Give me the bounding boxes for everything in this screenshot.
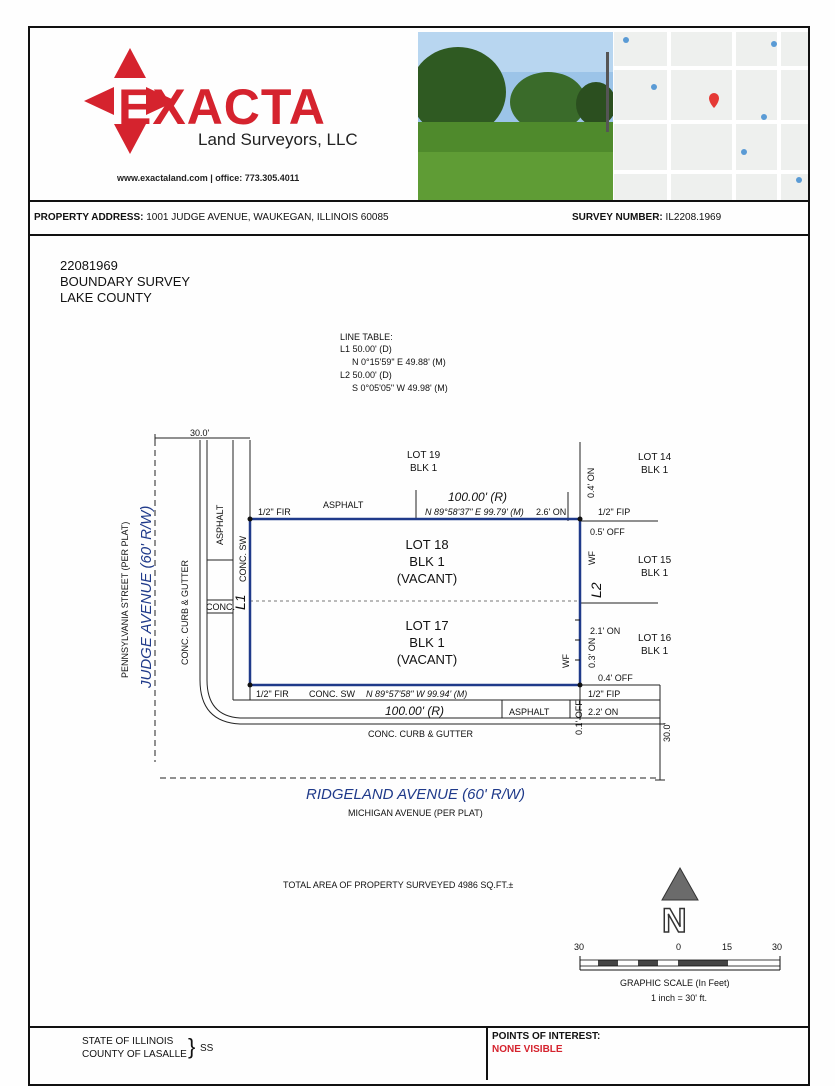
lot19-blk: BLK 1 (410, 463, 438, 474)
lot19-label: LOT 19 (407, 450, 441, 461)
survey-value: IL2208.1969 (665, 212, 722, 223)
lot18-status: (VACANT) (396, 571, 458, 586)
nw-iron-label: 1/2" FIR (258, 507, 291, 517)
footer-ss: SS (200, 1043, 214, 1054)
pennsylvania-street-label: PENNSYLVANIA STREET (PER PLAT) (120, 521, 130, 678)
se-pipe-label: 1/2" FIP (588, 689, 621, 699)
line-table-l1-deed: L1 50.00' (D) (340, 344, 392, 354)
north-letter: N (662, 902, 687, 940)
ne-offset-on: 2.6' ON (536, 507, 567, 517)
address-label: PROPERTY ADDRESS: (34, 212, 144, 223)
ridgeland-avenue-label: RIDGELAND AVENUE (60' R/W) (306, 786, 526, 803)
footer-brace: } (188, 1034, 196, 1059)
west-sidewalk-label: CONC. SW (238, 536, 248, 582)
east-offset-on: 2.1' ON (590, 626, 621, 636)
lot16-label: LOT 16 (638, 633, 672, 644)
graphic-scale-ratio: 1 inch = 30' ft. (651, 993, 708, 1003)
fence-label-north: WF (587, 551, 597, 565)
row-width-south-label: 30.0' (662, 722, 672, 742)
lot16-blk: BLK 1 (641, 646, 669, 657)
brand-subtitle: Land Surveyors, LLC (198, 130, 358, 149)
west-curb-label: CONC. CURB & GUTTER (180, 559, 190, 665)
survey-county: LAKE COUNTY (60, 290, 152, 305)
brand-contact: www.exactaland.com | office: 773.305.4011 (117, 173, 300, 183)
line-table-l2-deed: L2 50.00' (D) (340, 370, 392, 380)
lot15-label: LOT 15 (638, 555, 672, 566)
scale-tick-0: 0 (676, 942, 682, 952)
ne-pipe-label: 1/2" FIP (598, 507, 631, 517)
line-table-l1-measured: N 0°15'59" E 49.88' (M) (352, 357, 446, 367)
poi-value: NONE VISIBLE (492, 1044, 563, 1055)
se-offset-on: 2.2' ON (588, 707, 619, 717)
scale-tick-30-right: 30 (772, 942, 783, 952)
north-asphalt-label: ASPHALT (323, 500, 364, 510)
survey-id: 22081969 (60, 258, 118, 273)
north-arrow-icon (660, 866, 700, 902)
line-table-l2-measured: S 0°05'05" W 49.98' (M) (352, 383, 448, 393)
line-table-title: LINE TABLE: (340, 332, 393, 342)
south-measured-bearing: N 89°57'58" W 99.94' (M) (366, 689, 468, 699)
lot18-blk: BLK 1 (409, 554, 445, 569)
lot17-blk: BLK 1 (409, 635, 445, 650)
total-area: TOTAL AREA OF PROPERTY SURVEYED 4986 SQ.FT.± (283, 880, 514, 890)
brand-name: EXACTA (118, 79, 326, 135)
south-asphalt-label: ASPHALT (509, 707, 550, 717)
ne-offset-off: 0.5' OFF (590, 527, 625, 537)
survey-label: SURVEY NUMBER: (572, 212, 663, 223)
sw-iron-label: 1/2" FIR (256, 689, 289, 699)
judge-avenue-label: JUDGE AVENUE (60' R/W) (138, 505, 155, 688)
footer-state: STATE OF ILLINOIS (82, 1036, 174, 1047)
east-offset-on-small: 0.3' ON (587, 637, 597, 668)
line-l2-label: L2 (588, 582, 604, 598)
poi-label: POINTS OF INTEREST: (492, 1031, 601, 1042)
row-width-label: 30.0' (190, 428, 210, 438)
south-curb-label: CONC. CURB & GUTTER (368, 729, 474, 739)
lot14-blk: BLK 1 (641, 465, 669, 476)
scale-tick-15: 15 (722, 942, 733, 952)
line-l1-label: L1 (232, 594, 248, 610)
graphic-scale-bar (578, 954, 782, 972)
lot17-status: (VACANT) (396, 652, 458, 667)
conc-pad-label: CONC. (206, 602, 235, 612)
address-value: 1001 JUDGE AVENUE, WAUKEGAN, ILLINOIS 60085 (146, 212, 389, 223)
east-offset-off: 0.4' OFF (598, 673, 633, 683)
north-record-distance: 100.00' (R) (448, 490, 507, 504)
graphic-scale-label: GRAPHIC SCALE (In Feet) (620, 978, 730, 988)
footer-county: COUNTY OF LASALLE (82, 1049, 187, 1060)
michigan-avenue-label: MICHIGAN AVENUE (PER PLAT) (348, 808, 483, 818)
south-record-distance: 100.00' (R) (385, 704, 444, 718)
scale-tick-30-left: 30 (574, 942, 585, 952)
west-asphalt-label: ASPHALT (215, 504, 225, 545)
south-sidewalk-label: CONC. SW (309, 689, 355, 699)
ne-offset-north: 0.4' ON (586, 467, 596, 498)
survey-type: BOUNDARY SURVEY (60, 274, 191, 289)
fence-label-south: WF (561, 654, 571, 668)
lot18-label: LOT 18 (405, 537, 449, 552)
lot15-blk: BLK 1 (641, 568, 669, 579)
lot14-label: LOT 14 (638, 452, 672, 463)
se-offset-off: 0.1' OFF (574, 700, 584, 735)
lot17-label: LOT 17 (405, 618, 449, 633)
north-measured-bearing: N 89°58'37" E 99.79' (M) (425, 507, 524, 517)
